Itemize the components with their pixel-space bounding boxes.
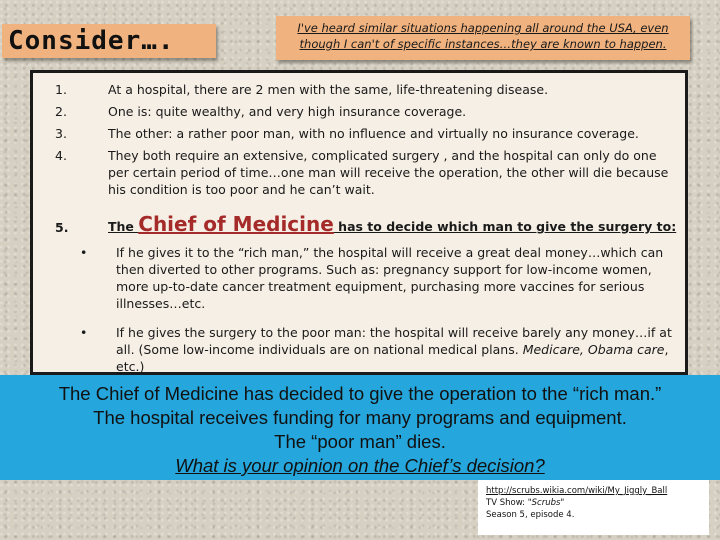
list-number: 2. xyxy=(55,104,67,119)
bullet-icon: • xyxy=(80,245,88,260)
source-show xyxy=(486,497,709,509)
list-number: 5. xyxy=(55,220,69,235)
list-text: At a hospital, there are 2 men with the same, life-threatening disease. xyxy=(108,82,549,97)
list-number: 4. xyxy=(55,148,67,163)
source-citation xyxy=(478,480,709,535)
conclusion-banner xyxy=(0,375,720,480)
bullet-text-main: If he gives the surgery to the poor man: the hospital will receive barely any money…if at all. (Some low-income individuals are on national medical plans. xyxy=(116,325,672,357)
page-title: Consider…. xyxy=(8,26,175,56)
list-text: The other: a rather poor man, with no influence and virtually no insurance coverage. xyxy=(108,126,639,141)
conclusion-question: What is your opinion on the Chief’s decision? xyxy=(175,455,545,476)
conclusion-line: The Chief of Medicine has decided to give the operation to the “rich man.” xyxy=(58,383,662,404)
conclusion-line: The “poor man” dies. xyxy=(274,431,446,452)
chief-of-medicine-label: Chief of Medicine xyxy=(138,212,334,236)
list-text: They both require an extensive, complicated surgery , and the hospital can only do one per certain period of time…one man will receive the operation, the other will die because his condition is too poor and he can’t wait. xyxy=(108,148,669,197)
decision-heading xyxy=(108,212,678,236)
decision-suffix: has to decide which man to give the surgery to: xyxy=(333,219,677,234)
bullet-text: If he gives it to the “rich man,” the hospital will receive a great deal money…which can then diverted to other programs. Such as: pregnancy support for low-income women, more up-to-date cancer treatment equipment, purchasing more vaccines for serious illnesses…etc. xyxy=(116,245,664,311)
list-number: 1. xyxy=(55,82,67,97)
source-link[interactable]: http://scrubs.wikia.com/wiki/My_Jiggly_Ball xyxy=(486,486,668,496)
source-episode: Season 5, episode 4. xyxy=(486,510,575,520)
list-text: One is: quite wealthy, and very high insurance coverage. xyxy=(108,104,467,119)
bullet-text-italic: Medicare, Obama care xyxy=(522,342,665,357)
source-show-prefix: TV Show: xyxy=(486,498,528,508)
bullet-text-end: , etc.) xyxy=(116,342,669,374)
bullet-text xyxy=(116,324,676,375)
conclusion-line: The hospital receives funding for many programs and equipment. xyxy=(93,407,627,428)
list-number: 3. xyxy=(55,126,67,141)
note-banner xyxy=(276,16,690,60)
note-text: I've heard similar situations happening all around the USA, even though I can't of specific instances…they are known to happen. xyxy=(297,21,669,51)
source-show-name: "Scrubs" xyxy=(527,498,565,508)
scenario-panel xyxy=(30,70,688,375)
bullet-icon: • xyxy=(80,325,88,340)
title-banner xyxy=(2,24,216,58)
decision-prefix: The xyxy=(108,219,139,234)
